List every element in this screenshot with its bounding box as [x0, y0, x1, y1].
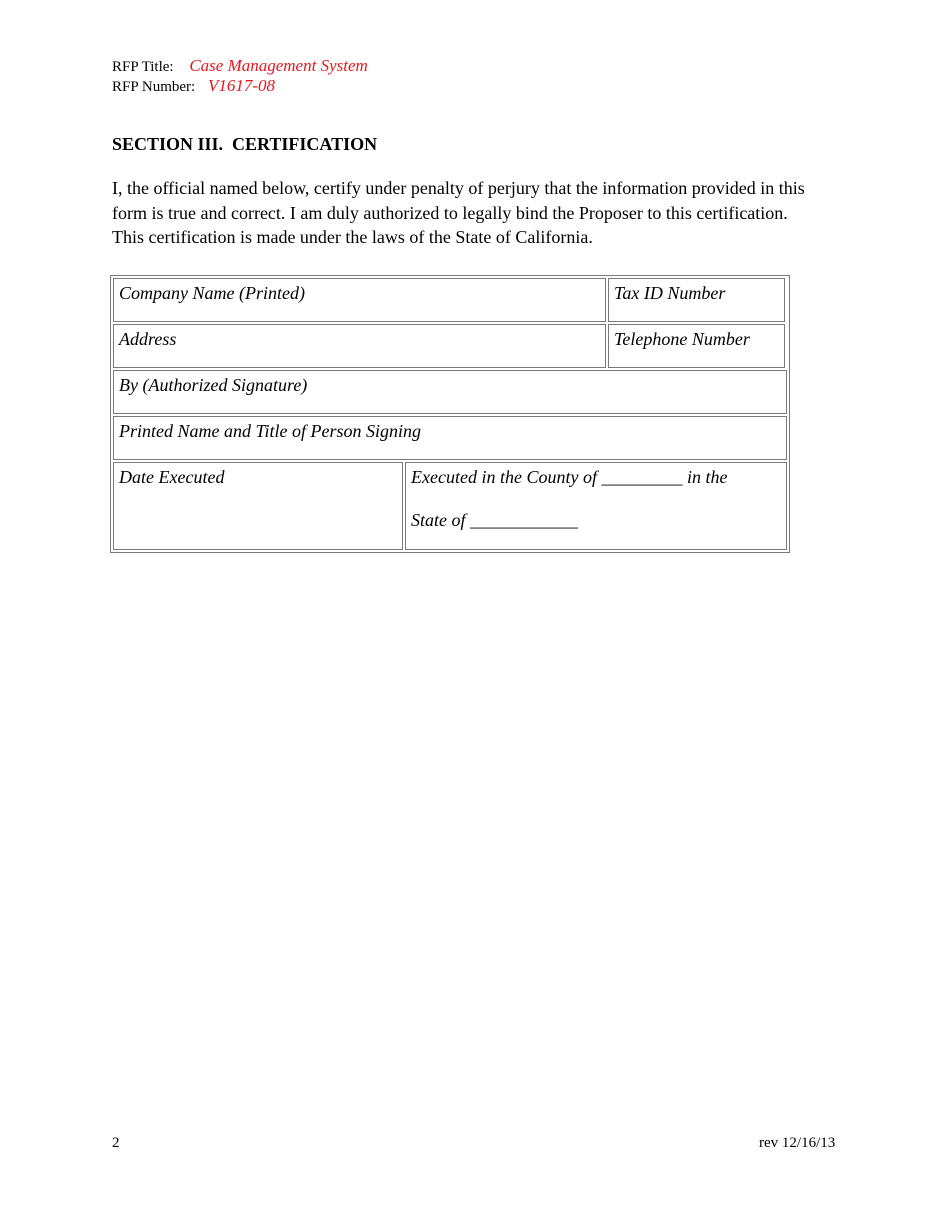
- rfp-title-value: Case Management System: [189, 56, 368, 75]
- rfp-number-label: RFP Number:: [112, 79, 196, 95]
- page-number: 2: [112, 1135, 120, 1151]
- certification-line-1: I, the official named below, certify under penalty of perjury that the information provided in this: [112, 178, 805, 198]
- execution-location-field[interactable]: [405, 462, 787, 550]
- rfp-title-row: [112, 56, 368, 77]
- date-executed-field[interactable]: Date Executed: [113, 462, 403, 550]
- rfp-number-row: [112, 76, 275, 97]
- county-line: Executed in the County of _________ in the: [411, 467, 728, 487]
- form-row-company: [112, 277, 788, 323]
- printed-name-title-field[interactable]: Printed Name and Title of Person Signing: [113, 416, 787, 460]
- form-row-address: [112, 323, 788, 369]
- form-row-signature: [112, 369, 788, 415]
- section-heading: SECTION III. CERTIFICATION: [112, 134, 378, 154]
- revision-date: rev 12/16/13: [759, 1135, 836, 1151]
- tax-id-field[interactable]: Tax ID Number: [608, 278, 785, 322]
- certification-paragraph: [112, 176, 847, 250]
- company-name-field[interactable]: Company Name (Printed): [113, 278, 606, 322]
- certification-line-3: This certification is made under the laws of the State of California.: [112, 227, 593, 247]
- rfp-number-value: V1617-08: [207, 76, 275, 95]
- form-row-execution: [112, 461, 788, 551]
- telephone-field[interactable]: Telephone Number: [608, 324, 785, 368]
- certification-line-2: form is true and correct. I am duly authorized to legally bind the Proposer to this certification.: [112, 202, 788, 223]
- form-row-printed-name: [112, 415, 788, 461]
- authorized-signature-field[interactable]: By (Authorized Signature): [113, 370, 787, 414]
- address-field[interactable]: Address: [113, 324, 606, 368]
- rfp-title-label: RFP Title:: [112, 59, 174, 75]
- state-line: State of ____________: [411, 510, 578, 530]
- certification-form-table: [110, 275, 790, 553]
